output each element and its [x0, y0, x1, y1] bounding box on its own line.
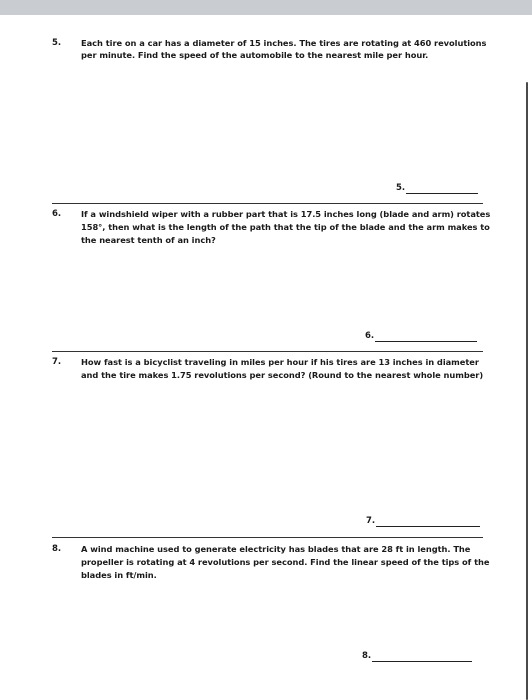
question-8-text-line-2: propeller is rotating at 4 revolutions per second. Find the linear speed of the tips of the: [81, 557, 490, 567]
question-8-text-line-3: blades in ft/min.: [81, 570, 157, 580]
question-8-answer-label: 8.: [362, 651, 372, 661]
question-7-text-line-2: and the tire makes 1.75 revolutions per second? (Round to the nearest whole number): [81, 370, 484, 380]
question-8-text-line-1: A wind machine used to generate electricity has blades that are 28 ft in length. The: [81, 544, 471, 554]
question-5-text-line-1: Each tire on a car has a diameter of 15 inches. The tires are rotating at 460 revolutions: [81, 38, 487, 48]
question-7-text-line-1: How fast is a bicyclist traveling in miles per hour if his tires are 13 inches in diameter: [81, 357, 479, 367]
divider-6-7: [52, 351, 483, 352]
viewer-top-bar: [0, 0, 532, 15]
divider-7-8: [52, 537, 483, 538]
question-7-answer-line: [376, 517, 480, 527]
question-8-answer-blank[interactable]: [362, 650, 472, 662]
question-5-answer-blank[interactable]: [396, 182, 478, 194]
question-6-answer-line: [375, 332, 477, 342]
question-6-answer-blank[interactable]: [365, 330, 477, 342]
divider-5-6: [52, 203, 483, 204]
question-6-answer-label: 6.: [365, 331, 375, 341]
question-5-answer-line: [406, 184, 478, 194]
question-8-answer-line: [372, 652, 472, 662]
question-5-answer-label: 5.: [396, 183, 406, 193]
question-7-number: 7.: [52, 357, 62, 367]
question-6-number: 6.: [52, 209, 62, 219]
question-6-text-line-1: If a windshield wiper with a rubber part that is 17.5 inches long (blade and arm) rotates: [81, 209, 491, 219]
question-5-text-line-2: per minute. Find the speed of the automobile to the nearest mile per hour.: [81, 50, 429, 60]
scrollbar-thumb[interactable]: [526, 82, 528, 700]
question-6-text-line-2: 158°, then what is the length of the path that the tip of the blade and the arm makes to: [81, 222, 490, 232]
question-5-number: 5.: [52, 38, 62, 48]
question-8-number: 8.: [52, 544, 62, 554]
question-7-answer-blank[interactable]: [366, 515, 480, 527]
question-6-text-line-3: the nearest tenth of an inch?: [81, 235, 216, 245]
question-7-answer-label: 7.: [366, 516, 376, 526]
